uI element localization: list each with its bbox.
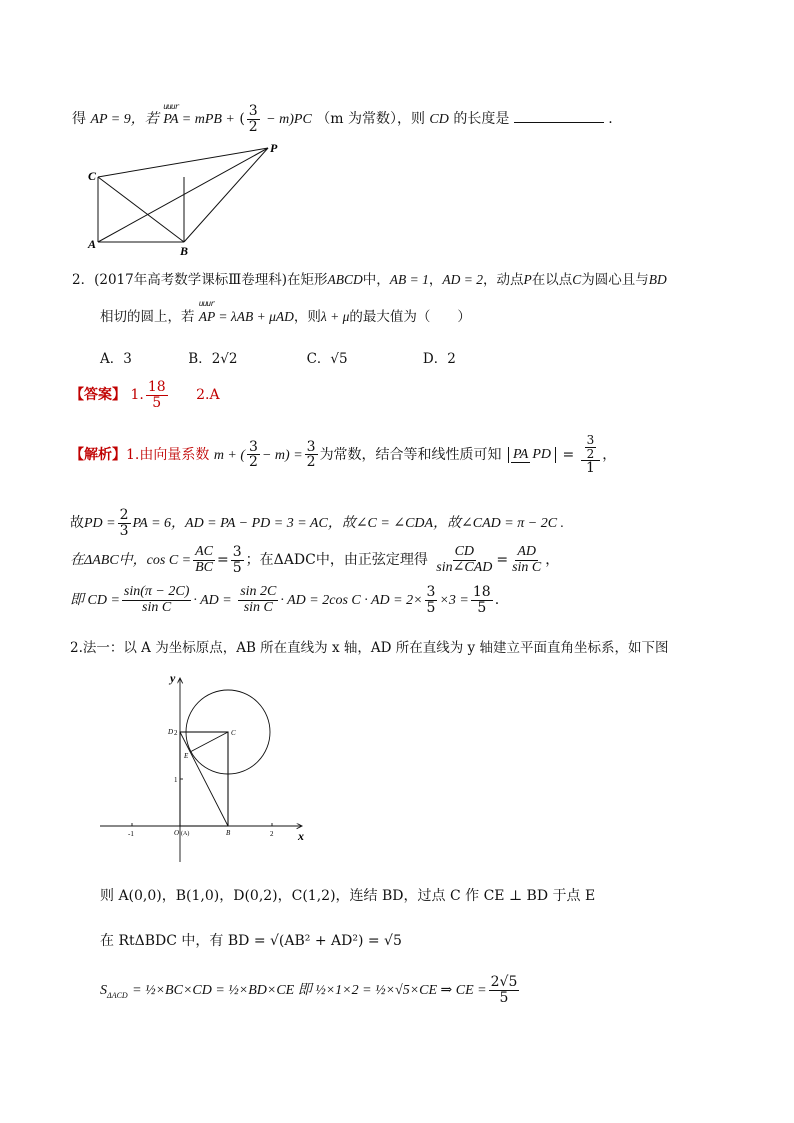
vector-expression-a: uuur PA = mPB + [163,112,235,128]
origin-a-label: (A) [181,831,190,837]
analysis-line4: 即 CD = $\frac{\sin(\pi - 2C)}{\text{sin C}}$ · AD = $\frac{\sin 2C}{\text{sin C}}$ · AD = 2cos C · AD = 2× $\frac{3}{5}$ ×3 = $\frac{18}{5}$ . [70,584,500,616]
x-axis-label: x [298,829,304,843]
solution-line2: 在 RtΔBDC 中，有 BD = √(AB² + AD²) = √5 [100,933,402,949]
tick-label-neg1: -1 [128,830,134,838]
point-c-label: C [231,729,236,737]
answer-line: 【答案】 1. $\frac{18}{5}$ 2.A [70,379,220,411]
point-d-label: D [168,728,174,736]
diagonal-bd [180,732,228,826]
question1-tail: 得 AP = 9，若 uuur PA = mPB + ( $\frac{3}{2}$ − m)PC （m 为常数），则 CD 的长度是 . [72,104,613,134]
tick-label-y2: 2 [174,729,178,737]
question2-line2: 相切的圆上，若 uuur AP = λAB + μAD，则λ + μ的最大值为（ ） [100,305,471,325]
y-axis-label: y [170,671,176,685]
vector-expression-b: − m)PC [266,112,312,128]
ap-value: AP = 9，若 [90,112,159,128]
point-e-label: E [184,752,189,760]
option-b[interactable]: B．2√2 [188,351,238,367]
solution-line3: $S_{\Delta ACD}$ = ½×BC×CD = ½×BD×CE 即 ½×1×2 = ½×√5×CE ⇒ CE = $\frac{2√5}{5}$ [100,974,518,1006]
analysis-line5: 2.法一：以 A 为坐标原点，AB 所在直线为 x 轴，AD 所在直线为 y 轴建立平面直角坐标系，如下图 [70,640,669,656]
analysis-line1: 【解析】1.由向量系数 m + ( $\frac{3}{2}$ − m) = $\frac{3}{2}$ 为常数，结合等和线性质可知 PA PD = $\frac{\frac{3}{2}}{1}$ ， [70,433,617,477]
answer-2: 2.A [196,387,220,404]
vector-equation: uuur AP = λAB + μAD [199,309,294,325]
segment-ce [190,732,228,752]
option-a[interactable]: A．3 [100,351,132,367]
label-c: C [88,169,97,183]
option-d[interactable]: D．2 [422,351,456,367]
figure-coordinate-circle [96,668,316,864]
figure-rectangle-p [82,140,292,258]
answer-tag: 【答案】 [70,387,126,404]
fraction-3-2: $\frac{3}{2}$ [248,103,258,135]
period: . [608,111,613,128]
label-p: P [270,141,278,155]
answer-blank[interactable] [514,110,604,123]
suffix-text: 的长度是 [453,111,510,128]
point-b-label: B [226,829,231,837]
m-note: （m 为常数），则 [316,111,425,128]
label-a: A [88,237,97,251]
segment-bp [184,148,268,242]
option-c[interactable]: C．√5 [306,351,348,367]
analysis-line3: 在ΔABC中，cos C = $\frac{AC}{BC}$ = $\frac{3}{5}$ ；在ΔADC中，由正弦定理得 $\frac{CD}{\text{sin∠CAD}}$ = $\frac{AD}{\text{sin C}}$ ， [70,544,560,576]
tick-label-2: 2 [270,830,274,838]
cd-label: CD [429,112,449,128]
origin-label: O [174,829,180,837]
analysis-tag: 【解析】 [70,446,126,463]
segment-cb [98,177,184,242]
analysis-line2: 故PD = $\frac{2}{3}$ PA = 6，AD = PA − PD = 3 = AC，故∠C = ∠CDA，故∠CAD = π − 2C . [70,507,565,539]
solution-line1: 则 A(0,0)，B(1,0)，D(0,2)，C(1,2)，连结 BD，过点 C 作 CE ⊥ BD 于点 E [100,888,596,904]
text-de: 得 [72,111,86,128]
question2-line1: 2．(2017年高考数学课标Ⅲ卷理科)在矩形ABCD中，AB = 1，AD = 2，动点P在以点C为圆心且与BD [72,272,667,288]
pa-pd-ratio: PA PD [508,447,556,463]
tick-label-y1: 1 [174,776,178,784]
question2-options [100,347,456,367]
label-b: B [180,244,189,258]
answer-1-fraction: $\frac{18}{5}$ [147,379,166,411]
